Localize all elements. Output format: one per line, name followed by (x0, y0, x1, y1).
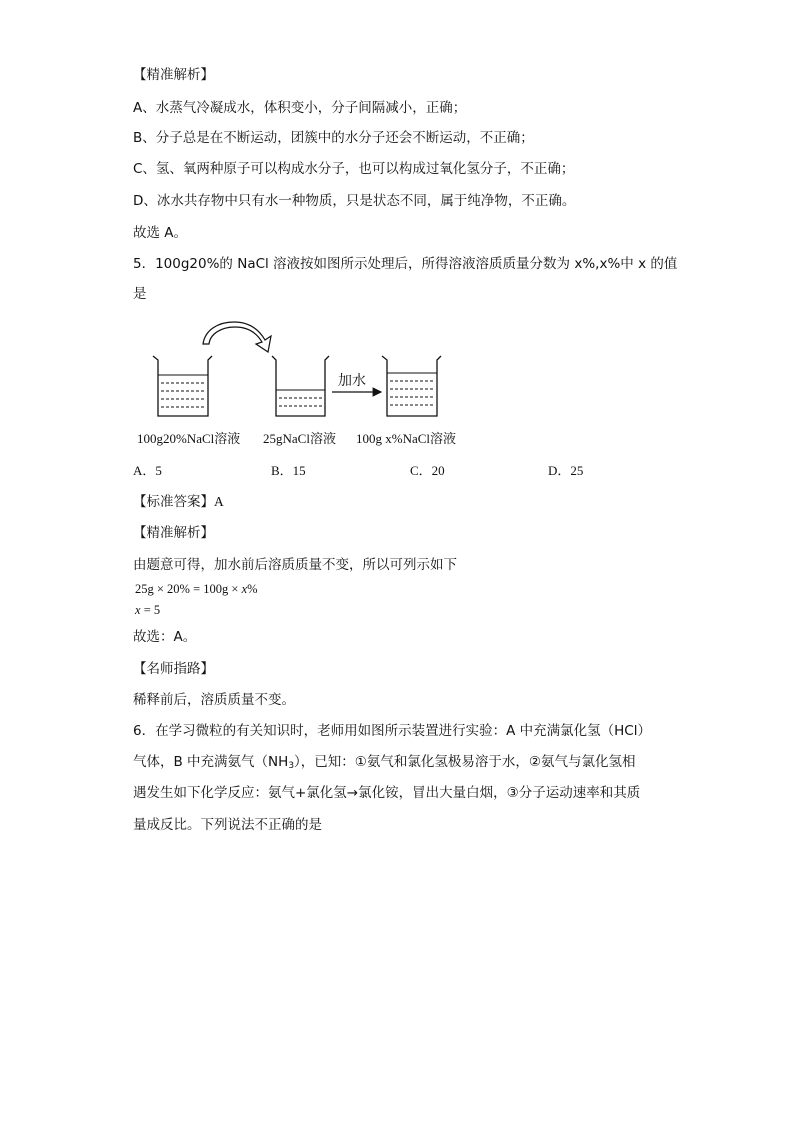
dilution-figure (0, 0, 794, 460)
analysis-heading: 【精准解析】 (133, 67, 214, 83)
option-a: A．5 (133, 463, 162, 478)
question-5-stem: 5．100g20%的 NaCl 溶液按如图所示处理后，所得溶液溶质质量分数为 x%,x%中 x 的值 (133, 256, 678, 272)
equation-1-left: 25g × 20% = 100g × (135, 582, 242, 596)
analysis-option-a: A、水蒸气冷凝成水，体积变小，分子间隔减小，正确； (133, 100, 467, 116)
question-6-line-4: 量成反比。下列说法不正确的是 (133, 817, 322, 833)
question-6-line-3: 遇发生如下化学反应：氨气+氯化氢→氯化铵，冒出大量白烟，③分子运动速率和其质 (133, 785, 641, 801)
equation-1 (135, 580, 258, 598)
equation-2-var: x (135, 603, 141, 617)
beaker-2 (272, 356, 329, 416)
equation-1-var: x (241, 582, 248, 596)
question-6-line-2-a: 气体，B 中充满氨气（NH (133, 754, 289, 770)
option-b: B．15 (271, 463, 306, 478)
standard-answer (133, 493, 224, 511)
conclusion-q5: 故选：A。 (133, 629, 197, 645)
tip-heading: 【名师指路】 (133, 661, 214, 677)
analysis-option-b: B、分子总是在不断运动，团簇中的水分子还会不断运动，不正确； (133, 130, 534, 146)
question-6-line-2-b: ），已知：①氨气和氯化氢极易溶于水，②氨气与氯化氢相 (294, 754, 636, 770)
analysis-conclusion: 故选 A。 (133, 225, 188, 241)
option-c: C．20 (410, 463, 445, 478)
beaker-3-caption: 100g x%NaCl溶液 (356, 431, 457, 446)
question-6-line-1: 6．在学习微粒的有关知识时，老师用如图所示装置进行实验：A 中充满氯化氢（HCl） (133, 723, 651, 739)
beaker-3 (382, 356, 441, 416)
equation-2 (135, 601, 160, 619)
beaker-1 (153, 356, 212, 416)
nh3-subscript: 3 (288, 761, 295, 771)
analysis-option-c: C、氢、氧两种原子可以构成水分子，也可以构成过氧化氢分子，不正确； (133, 161, 575, 177)
add-water-label: 加水 (338, 373, 366, 389)
answer-heading: 【标准答案】 (133, 494, 214, 510)
tip-text: 稀释前后，溶质质量不变。 (133, 692, 295, 708)
question-5-stem-cont: 是 (133, 286, 147, 302)
analysis-option-d: D、冰水共存物中只有水一种物质，只是状态不同，属于纯净物，不正确。 (133, 193, 576, 209)
analysis-heading-q5: 【精准解析】 (133, 525, 214, 541)
question-6-line-2 (133, 753, 636, 775)
equation-1-right: % (247, 582, 258, 596)
option-d: D．25 (548, 463, 584, 478)
analysis-text-q5: 由题意可得，加水前后溶质质量不变，所以可列示如下 (133, 557, 457, 573)
beaker-2-caption: 25gNaCl溶液 (263, 431, 336, 446)
equation-2-rest: = 5 (140, 603, 161, 617)
beaker-1-caption: 100g20%NaCl溶液 (137, 431, 241, 446)
answer-value: A (214, 494, 224, 509)
pour-arrow-icon (203, 322, 271, 352)
